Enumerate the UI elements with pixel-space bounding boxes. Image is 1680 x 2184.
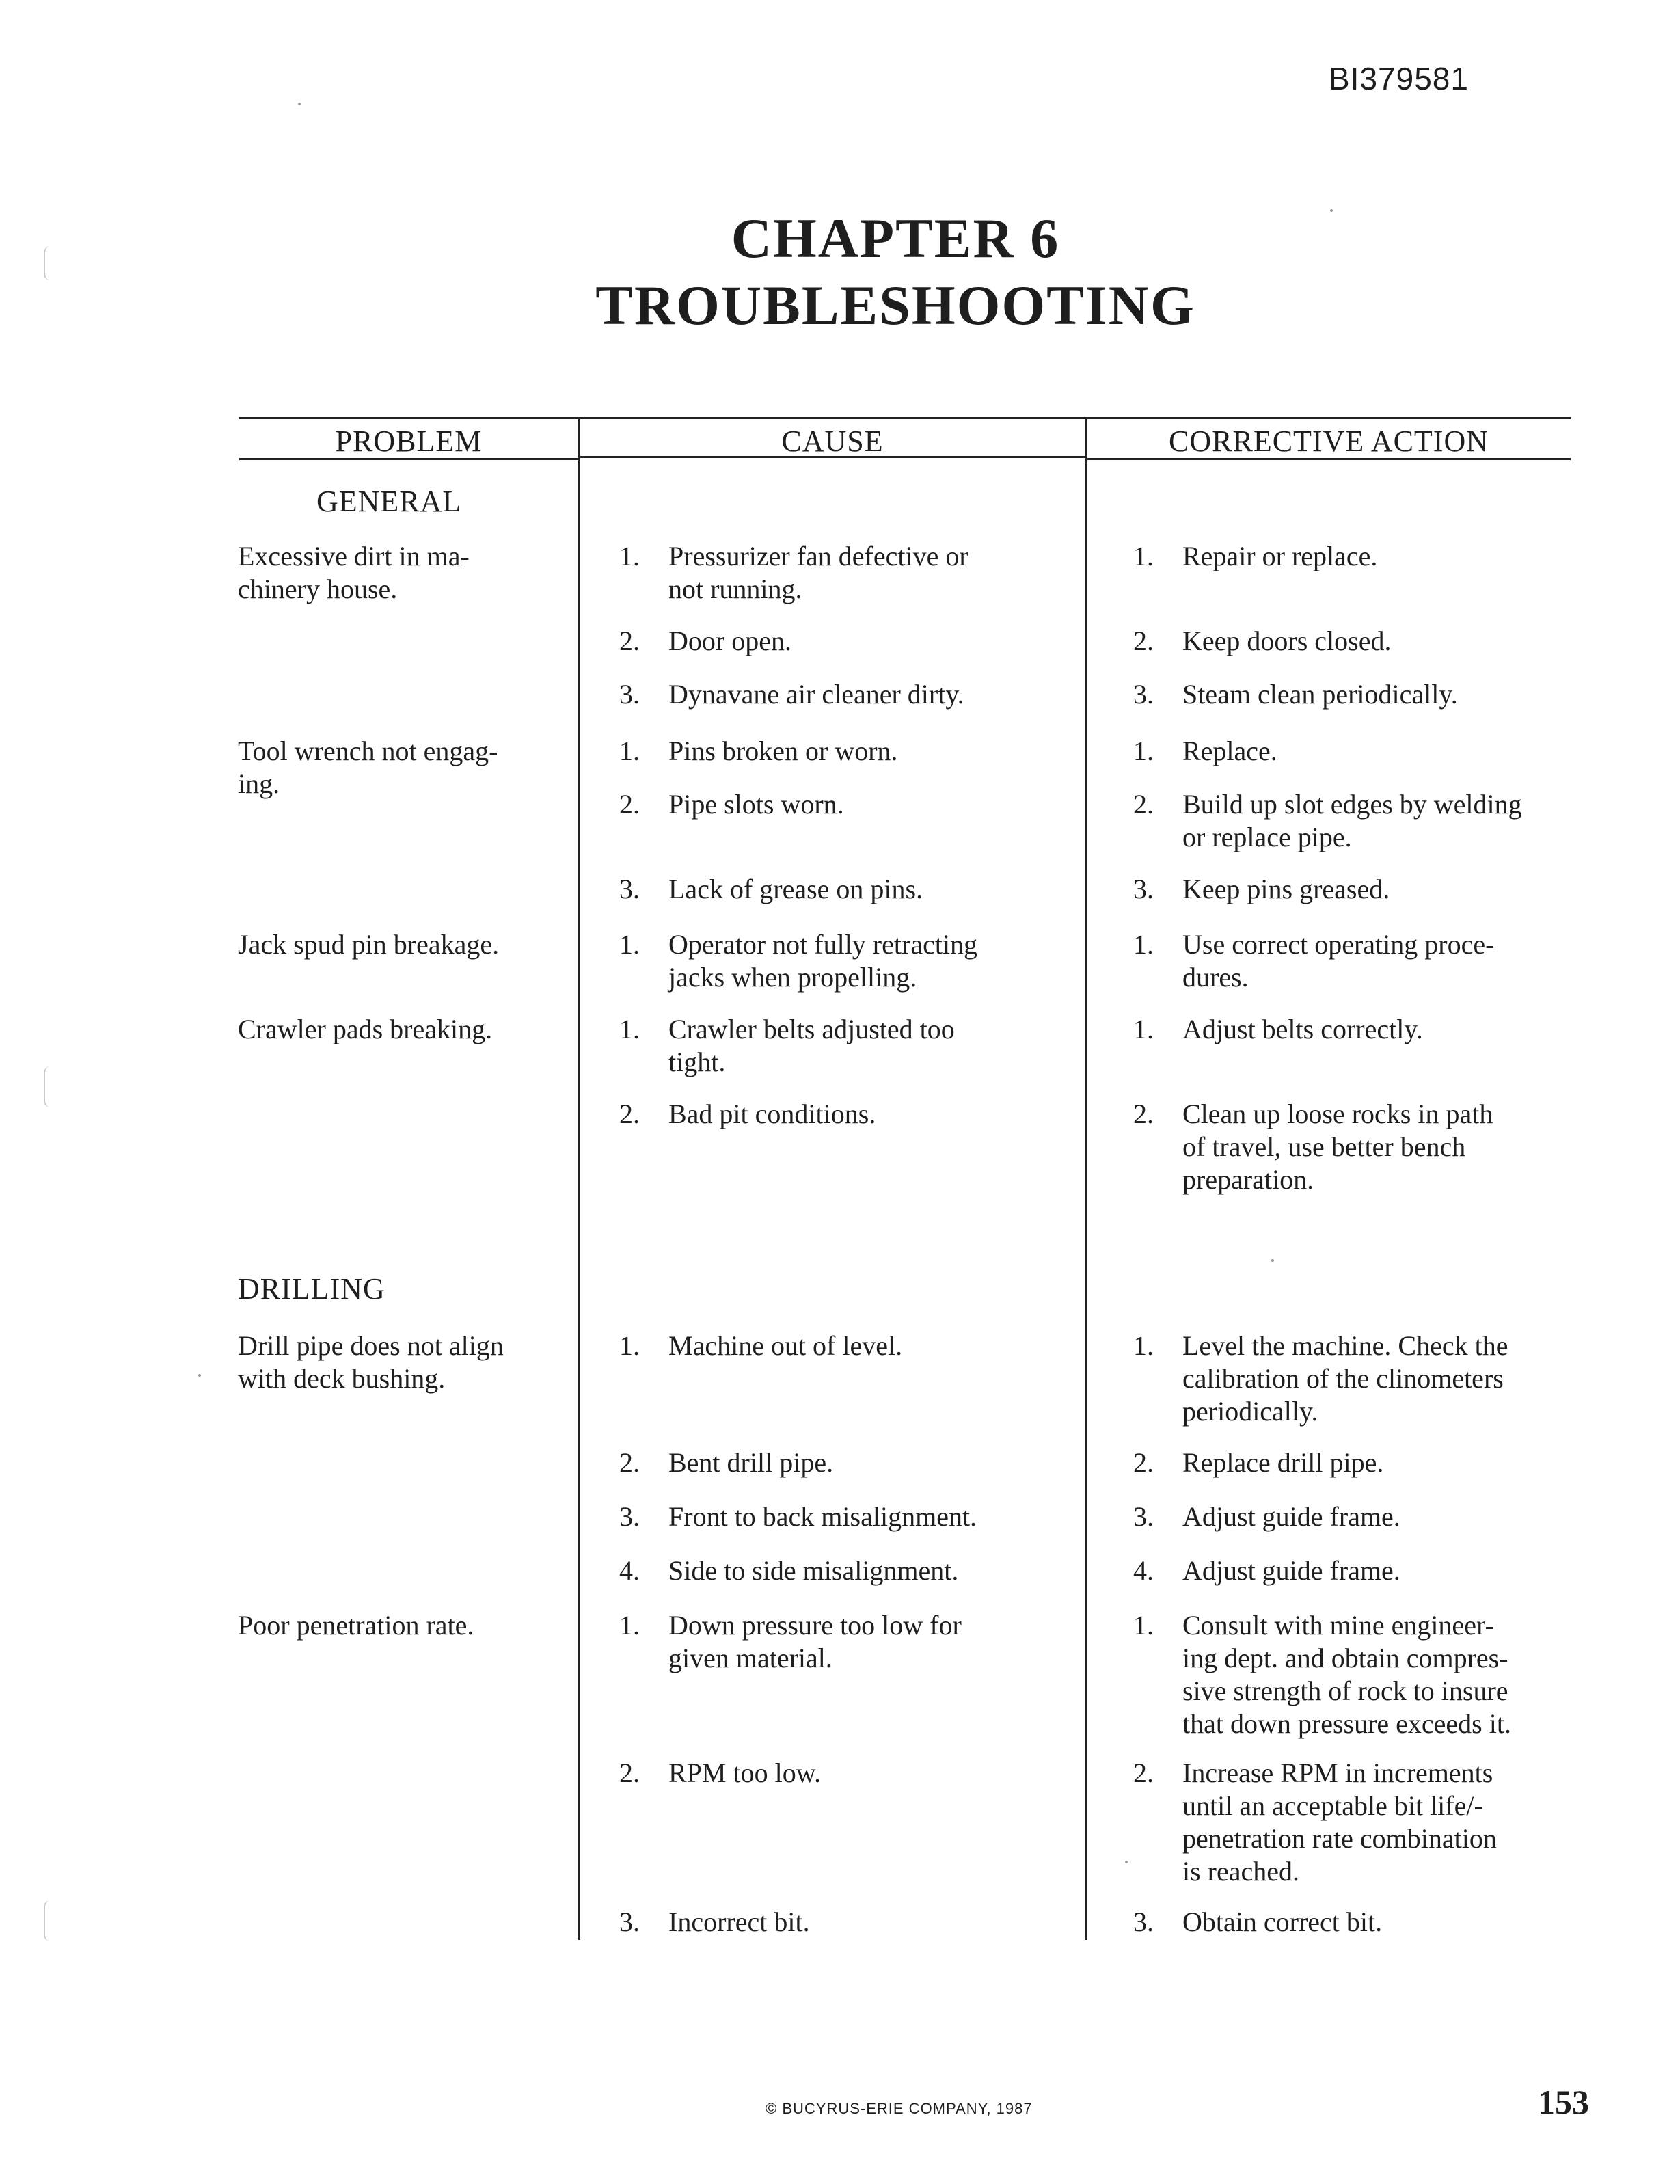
scan-edge-mark (44, 246, 52, 280)
action-text: Repair or replace. (1182, 541, 1378, 571)
cause-number: 3. (619, 874, 640, 904)
page-title (0, 205, 1680, 339)
scan-edge-mark (44, 1900, 52, 1941)
column-header-problem: PROBLEM (335, 424, 483, 458)
chapter-label: CHAPTER 6 (731, 207, 1060, 269)
scan-speck (298, 103, 301, 105)
action-number: 4. (1133, 1555, 1154, 1586)
action-text: Increase RPM in increments until an acceptable bit life/- penetration rate combination is reached. (1182, 1757, 1497, 1887)
action-text: Replace. (1182, 736, 1277, 766)
scan-edge-mark (44, 1066, 52, 1107)
action-text: Keep doors closed. (1182, 625, 1392, 656)
cause-text: Pipe slots worn. (668, 789, 844, 820)
problem-tool-wrench: Tool wrench not engag- ing. (238, 736, 498, 799)
table-top-rule (239, 417, 1571, 419)
cause-text: Pressurizer fan defective or not running. (668, 541, 968, 604)
cause-number: 3. (619, 1501, 640, 1532)
problem-poor-penetration: Poor penetration rate. (238, 1610, 474, 1641)
cause-text: Side to side misalignment. (668, 1555, 959, 1586)
scan-speck (1271, 1259, 1274, 1262)
cause-number: 4. (619, 1555, 640, 1586)
column-header-cause: CAUSE (781, 424, 884, 458)
action-number: 2. (1133, 1447, 1154, 1478)
action-number: 1. (1133, 1014, 1154, 1044)
copyright-notice: © BUCYRUS-ERIE COMPANY, 1987 (766, 2100, 1033, 2117)
cause-text: Operator not fully retracting jacks when propelling. (668, 929, 978, 993)
problem-excessive-dirt: Excessive dirt in ma- chinery house. (238, 541, 470, 604)
action-text: Obtain correct bit. (1182, 1906, 1383, 1937)
cause-text: Incorrect bit. (668, 1906, 810, 1937)
action-number: 2. (1133, 625, 1154, 656)
section-heading-general: GENERAL (316, 485, 462, 518)
action-text: Keep pins greased. (1182, 874, 1390, 904)
cause-number: 1. (619, 736, 640, 766)
page-number: 153 (1538, 2083, 1589, 2121)
cause-text: Lack of grease on pins. (668, 874, 923, 904)
action-text: Steam clean periodically. (1182, 679, 1458, 710)
cause-number: 3. (619, 1906, 640, 1937)
action-text: Adjust guide frame. (1182, 1501, 1400, 1532)
action-text: Level the machine. Check the calibration of the clinometers periodically. (1182, 1330, 1508, 1427)
action-number: 1. (1133, 1610, 1154, 1641)
problem-crawler-pads: Crawler pads breaking. (238, 1014, 493, 1044)
action-text: Build up slot edges by welding or replace pipe. (1182, 789, 1522, 852)
action-text: Adjust belts correctly. (1182, 1014, 1423, 1044)
cause-number: 2. (619, 1098, 640, 1129)
document-id: BI379581 (1329, 61, 1469, 96)
action-text: Clean up loose rocks in path of travel, use better bench preparation. (1182, 1098, 1493, 1195)
cause-number: 1. (619, 541, 640, 571)
cause-text: Bent drill pipe. (668, 1447, 834, 1478)
cause-text: Door open. (668, 625, 791, 656)
action-text: Use correct operating proce- dures. (1182, 929, 1495, 993)
cause-number: 1. (619, 1610, 640, 1641)
action-number: 1. (1133, 541, 1154, 571)
action-number: 2. (1133, 1757, 1154, 1788)
action-number: 3. (1133, 679, 1154, 710)
column-divider-1 (578, 417, 580, 1940)
cause-text: Bad pit conditions. (668, 1098, 876, 1129)
problem-jack-spud-pin: Jack spud pin breakage. (238, 929, 500, 960)
scan-speck (198, 1374, 201, 1377)
cause-number: 3. (619, 679, 640, 710)
action-number: 2. (1133, 1098, 1154, 1129)
action-number: 3. (1133, 1501, 1154, 1532)
action-number: 3. (1133, 1906, 1154, 1937)
cause-text: Down pressure too low for given material. (668, 1610, 962, 1673)
column-header-corrective-action: CORRECTIVE ACTION (1169, 424, 1489, 458)
cause-text: Machine out of level. (668, 1330, 903, 1361)
action-number: 1. (1133, 1330, 1154, 1361)
cause-number: 1. (619, 1330, 640, 1361)
chapter-title: TROUBLESHOOTING (595, 274, 1195, 336)
cause-text: Pins broken or worn. (668, 736, 898, 766)
action-text: Consult with mine engineer- ing dept. and obtain compres- sive strength of rock to insure that down pressure exceeds it. (1182, 1610, 1511, 1739)
cause-number: 2. (619, 789, 640, 820)
cause-number: 2. (619, 1757, 640, 1788)
section-heading-drilling: DRILLING (238, 1272, 385, 1306)
action-text: Adjust guide frame. (1182, 1555, 1400, 1586)
cause-number: 2. (619, 625, 640, 656)
scan-speck (1330, 209, 1333, 212)
action-number: 1. (1133, 736, 1154, 766)
cause-number: 1. (619, 929, 640, 960)
action-number: 2. (1133, 789, 1154, 820)
action-text: Replace drill pipe. (1182, 1447, 1384, 1478)
cause-text: Dynavane air cleaner dirty. (668, 679, 964, 710)
scan-speck (1125, 1861, 1128, 1863)
problem-drill-pipe-align: Drill pipe does not align with deck bushing. (238, 1330, 504, 1394)
cause-number: 1. (619, 1014, 640, 1044)
column-divider-2 (1085, 417, 1087, 1940)
action-number: 3. (1133, 874, 1154, 904)
cause-text: Front to back misalignment. (668, 1501, 977, 1532)
action-number: 1. (1133, 929, 1154, 960)
cause-text: Crawler belts adjusted too tight. (668, 1014, 955, 1077)
cause-text: RPM too low. (668, 1757, 822, 1788)
cause-number: 2. (619, 1447, 640, 1478)
